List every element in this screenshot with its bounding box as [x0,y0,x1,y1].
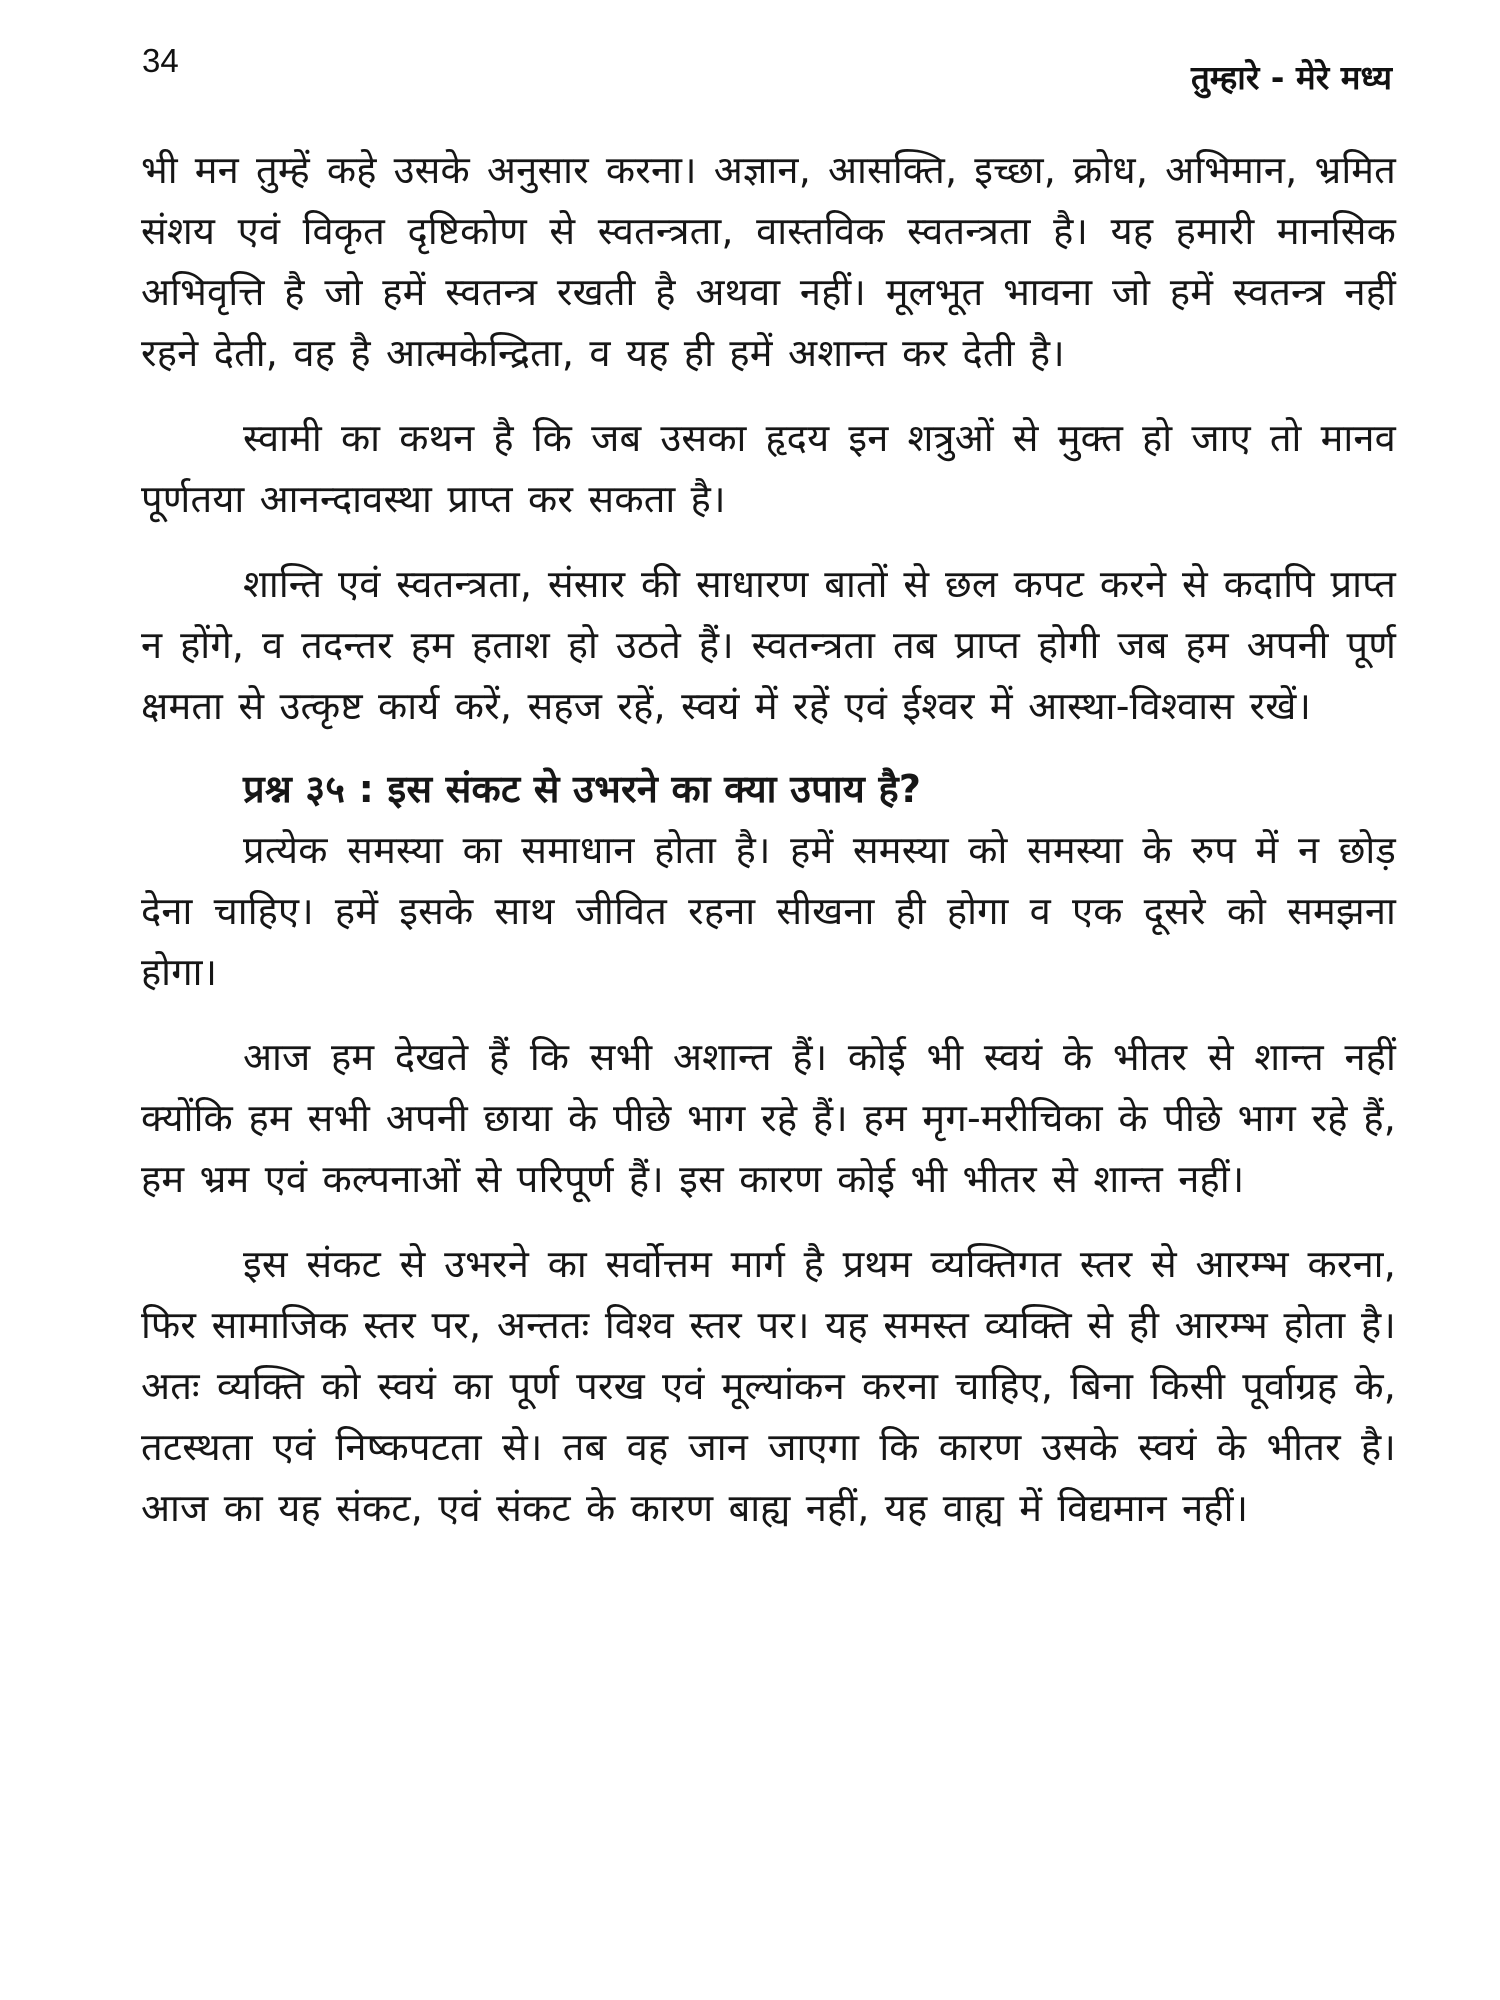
paragraph: स्वामी का कथन है कि जब उसका हृदय इन शत्रुओं से मुक्त हो जाए तो मानव पूर्णतया आनन्दावस्था प्राप्त कर सकता है। [141,416,1396,521]
body-text [141,140,1396,1539]
paragraph: आज हम देखते हैं कि सभी अशान्त हैं। कोई भी स्वयं के भीतर से शान्त नहीं क्योंकि हम सभी अपनी छाया के पीछे भाग रहे हैं। हम मृग-मरीचिका के पीछे भाग रहे हैं, हम भ्रम एवं कल्पनाओं से परिपूर्ण हैं। इस कारण कोई भी भीतर से शान्त नहीं। [141,1035,1396,1201]
paragraph: प्रत्येक समस्या का समाधान होता है। हमें समस्या को समस्या के रुप में न छोड़ देना चाहिए। हमें इसके साथ जीवित रहना सीखना ही होगा व एक दूसरे को समझना होगा। [141,828,1396,994]
question-heading: प्रश्न ३५ : इस संकट से उभरने का क्या उपाय है? [243,767,922,811]
running-title: तुम्हारे - मेरे मध्य [1190,58,1392,97]
page-number: 34 [142,42,179,79]
paragraph: इस संकट से उभरने का सर्वोत्तम मार्ग है प्रथम व्यक्तिगत स्तर से आरम्भ करना, फिर सामाजिक स्तर पर, अन्ततः विश्व स्तर पर। यह समस्त व्यक्ति से ही आरम्भ होता है। अतः व्यक्ति को स्वयं का पूर्ण परख एवं मूल्यांकन करना चाहिए, बिना किसी पूर्वाग्रह के, तटस्थता एवं निष्कपटता से। तब वह जान जाएगा कि कारण उसके स्वयं के भीतर है। आज का यह संकट, एवं संकट के कारण बाह्य नहीं, यह वाह्य में विद्यमान नहीं। [141,1242,1396,1530]
paragraph: शान्ति एवं स्वतन्त्रता, संसार की साधारण बातों से छल कपट करने से कदापि प्राप्त न होंगे, व तदन्तर हम हताश हो उठते हैं। स्वतन्त्रता तब प्राप्त होगी जब हम अपनी पूर्ण क्षमता से उत्कृष्ट कार्य करें, सहज रहें, स्वयं में रहें एवं ईश्वर में आस्था-विश्वास रखें। [141,562,1396,728]
paragraph-continuation: भी मन तुम्हें कहे उसके अनुसार करना। अज्ञान, आसक्ति, इच्छा, क्रोध, अभिमान, भ्रमित संशय एवं विकृत दृष्टिकोण से स्वतन्त्रता, वास्तविक स्वतन्त्रता है। यह हमारी मानसिक अभिवृत्ति है जो हमें स्वतन्त्र रखती है अथवा नहीं। मूलभूत भावना जो हमें स्वतन्त्र नहीं रहने देती, वह है आत्मकेन्द्रिता, व यह ही हमें अशान्त कर देती है। [141,148,1396,375]
